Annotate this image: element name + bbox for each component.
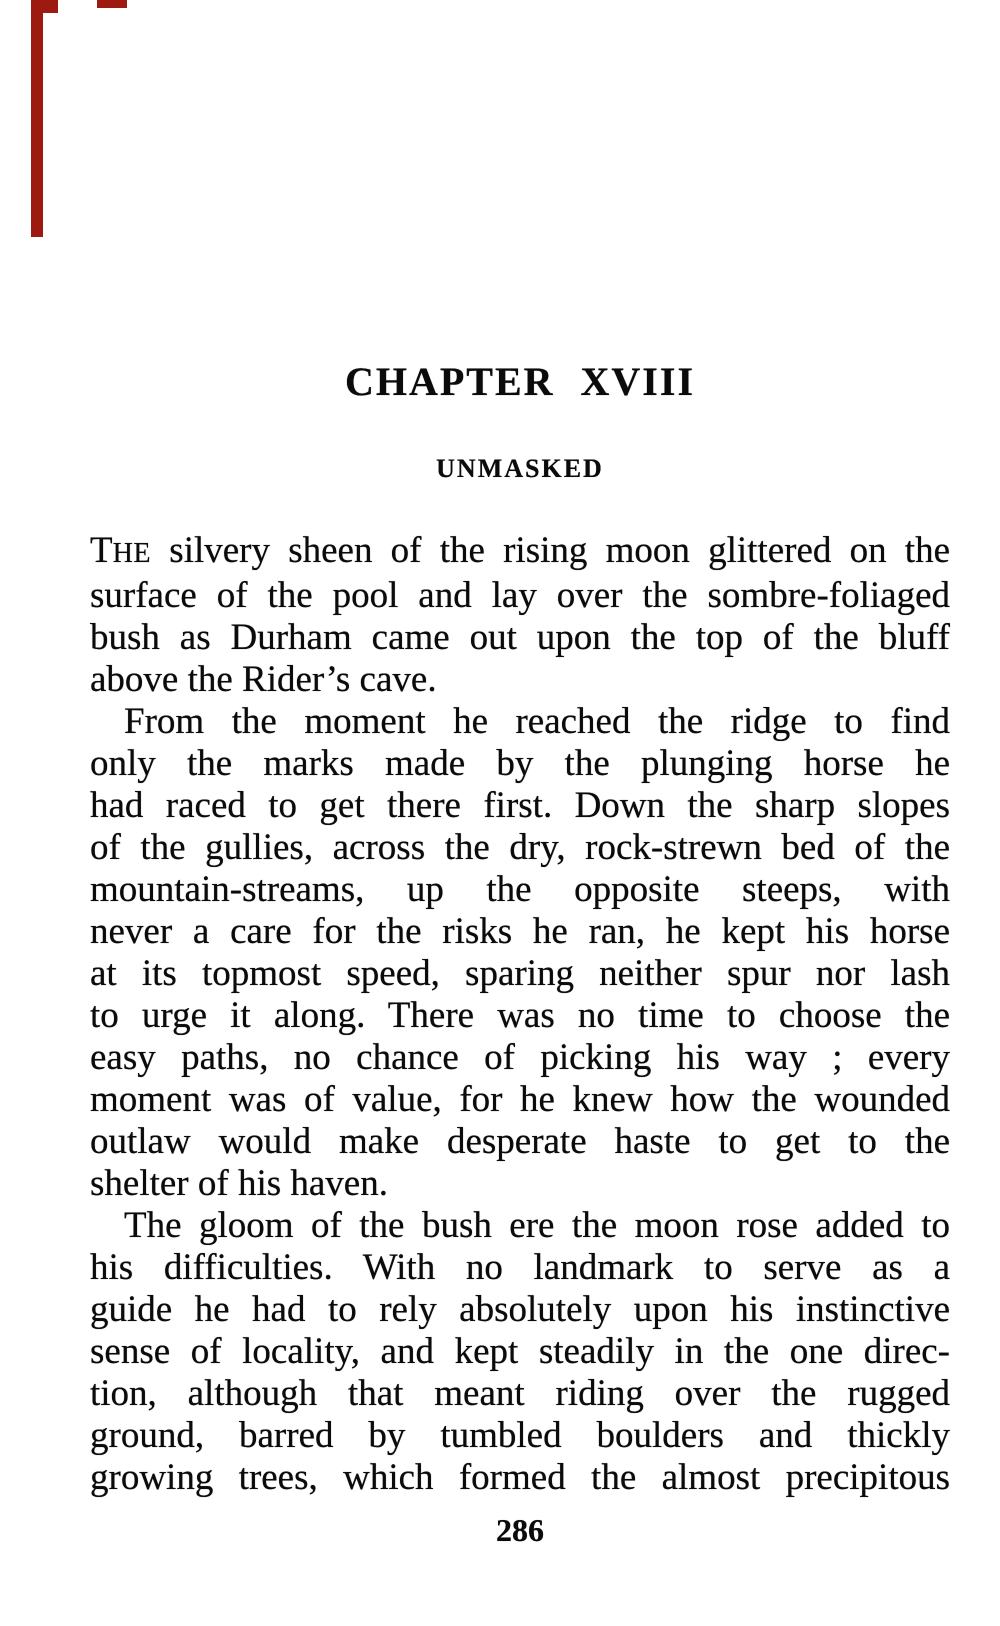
text-line: moment was of value, for he knew how the wounded <box>90 1079 950 1120</box>
chapter-heading: CHAPTER XVIII <box>344 359 696 404</box>
text-line: of the gullies, across the dry, rock-strewn bed of the <box>90 827 950 868</box>
text-line: bush as Durham came out upon the top of the bluff <box>90 617 950 658</box>
text-line: tion, although that meant riding over the rugged <box>90 1373 950 1414</box>
text-line: had raced to get there first. Down the sharp slopes <box>90 785 950 826</box>
text-line: his difficulties. With no landmark to serve as a <box>90 1247 950 1288</box>
small-caps-opening: HE <box>112 538 152 569</box>
text-line: only the marks made by the plunging horse he <box>90 743 950 784</box>
text-line: From the moment he reached the ridge to find <box>124 701 950 742</box>
text-line: mountain-streams, up the opposite steeps, with <box>90 869 950 910</box>
scan-artifact-top-dash <box>97 0 127 8</box>
text-line: outlaw would make desperate haste to get to the <box>90 1121 950 1162</box>
body-text <box>90 530 950 1499</box>
text-line: to urge it along. There was no time to choose the <box>90 995 950 1036</box>
scan-artifact-left-edge <box>31 0 43 237</box>
text-line: at its topmost speed, sparing neither spur nor lash <box>90 953 950 994</box>
text-line: surface of the pool and lay over the sombre-foliaged <box>90 575 950 616</box>
scan-artifact-top-left <box>31 0 58 13</box>
text-line: THE silvery sheen of the rising moon glittered on the <box>90 530 950 571</box>
text-line: shelter of his haven. <box>90 1163 388 1204</box>
text-line: above the Rider’s cave. <box>90 659 437 700</box>
page-number: 286 <box>496 1512 544 1548</box>
chapter-subtitle: UNMASKED <box>436 454 604 483</box>
text-line: The gloom of the bush ere the moon rose added to <box>124 1205 950 1246</box>
text-line: guide he had to rely absolutely upon his instinctive <box>90 1289 950 1330</box>
text-line: never a care for the risks he ran, he kept his horse <box>90 911 950 952</box>
text-line: easy paths, no chance of picking his way ; every <box>90 1037 950 1078</box>
text-line: growing trees, which formed the almost precipitous <box>90 1457 950 1498</box>
text-line: ground, barred by tumbled boulders and thickly <box>90 1415 950 1456</box>
text-line: sense of locality, and kept steadily in the one direc- <box>90 1331 950 1372</box>
